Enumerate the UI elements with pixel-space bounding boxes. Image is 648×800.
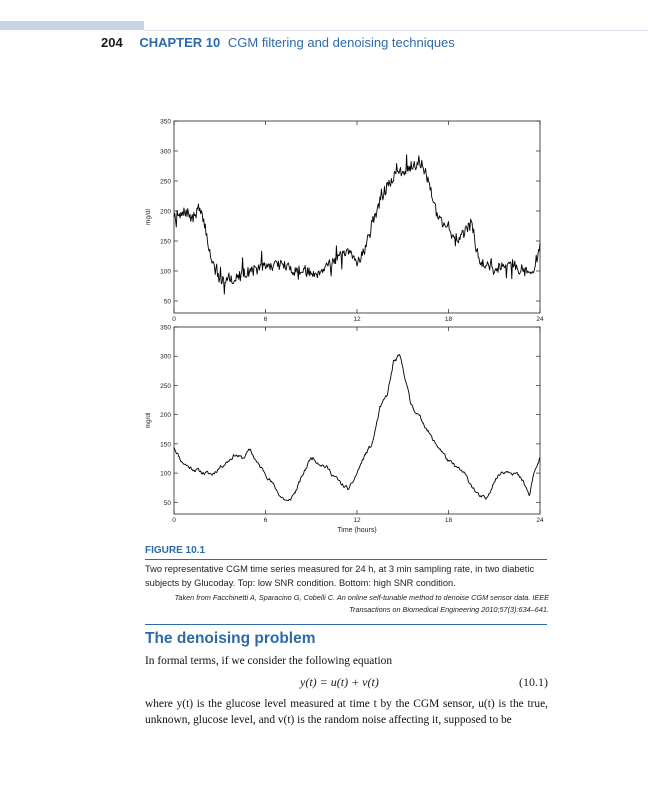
x-tick-label: 24 xyxy=(536,316,544,323)
x-axis-label: Time (hours) xyxy=(337,527,377,534)
intro-text: In formal terms, if we consider the following equation xyxy=(145,655,393,667)
y-tick-label: 150 xyxy=(160,238,171,246)
equation-number: (10.1) xyxy=(519,675,548,689)
y-axis-label: mg/dl xyxy=(145,412,152,429)
body-paragraph: where y(t) is the glucose level measured at time t by the CGM sensor, u(t) is the true, unknown, glucose level, and v(t) is the random noise affecting it, supposed to be xyxy=(145,698,548,726)
y-tick-label: 100 xyxy=(160,268,171,276)
chapter-title: CGM filtering and denoising techniques xyxy=(227,35,455,50)
y-tick-label: 200 xyxy=(160,412,171,420)
figure-caption: Two representative CGM time series measured for 24 h, at 3 min sampling rate, in two diabetic subjects by Glucoday. Top: low SNR condition. Bottom: high SNR condition. xyxy=(145,564,535,588)
x-tick-label: 18 xyxy=(444,517,453,524)
y-tick-label: 50 xyxy=(163,298,171,306)
y-tick-label: 350 xyxy=(160,324,171,332)
plot-frame-bottom xyxy=(174,327,540,514)
caption-rule-bottom xyxy=(145,624,547,625)
x-tick-label: 6 xyxy=(263,316,268,323)
section-title: The denoising problem xyxy=(145,630,316,647)
y-tick-label: 250 xyxy=(160,382,171,390)
y-tick-label: 200 xyxy=(160,208,171,216)
x-tick-label: 24 xyxy=(536,517,544,524)
x-tick-label: 0 xyxy=(172,517,176,524)
x-tick-label: 6 xyxy=(263,517,268,524)
y-tick-label: 300 xyxy=(160,148,171,156)
figure-source: Taken from Facchinetti A, Sparacino G, Cobelli C. An online self-tunable method to denoise CGM sensor data. IEEE Transactions on Biomedical Engineering 2010;57(3):634–641. xyxy=(174,593,549,614)
plot-frame-top xyxy=(174,121,540,313)
y-tick-label: 250 xyxy=(160,178,171,186)
y-tick-label: 350 xyxy=(160,118,171,126)
equation: y(t) = u(t) + v(t) xyxy=(300,675,379,689)
y-tick-label: 100 xyxy=(160,470,171,478)
chapter-label: CHAPTER 10 xyxy=(139,35,221,50)
equation-block xyxy=(145,675,548,693)
y-tick-label: 150 xyxy=(160,441,171,449)
y-axis-label: mg/dl xyxy=(145,209,152,225)
caption-rule xyxy=(145,559,547,560)
glucose-series-bottom xyxy=(174,355,540,501)
y-tick-label: 300 xyxy=(160,353,171,361)
y-tick-label: 50 xyxy=(163,499,171,507)
x-tick-label: 0 xyxy=(172,316,176,323)
figure-label: FIGURE 10.1 xyxy=(145,545,206,556)
page-number: 204 xyxy=(101,35,123,50)
x-tick-label: 12 xyxy=(353,316,361,323)
glucose-series-top xyxy=(174,155,540,294)
x-tick-label: 18 xyxy=(444,316,453,323)
x-tick-label: 12 xyxy=(353,517,361,524)
